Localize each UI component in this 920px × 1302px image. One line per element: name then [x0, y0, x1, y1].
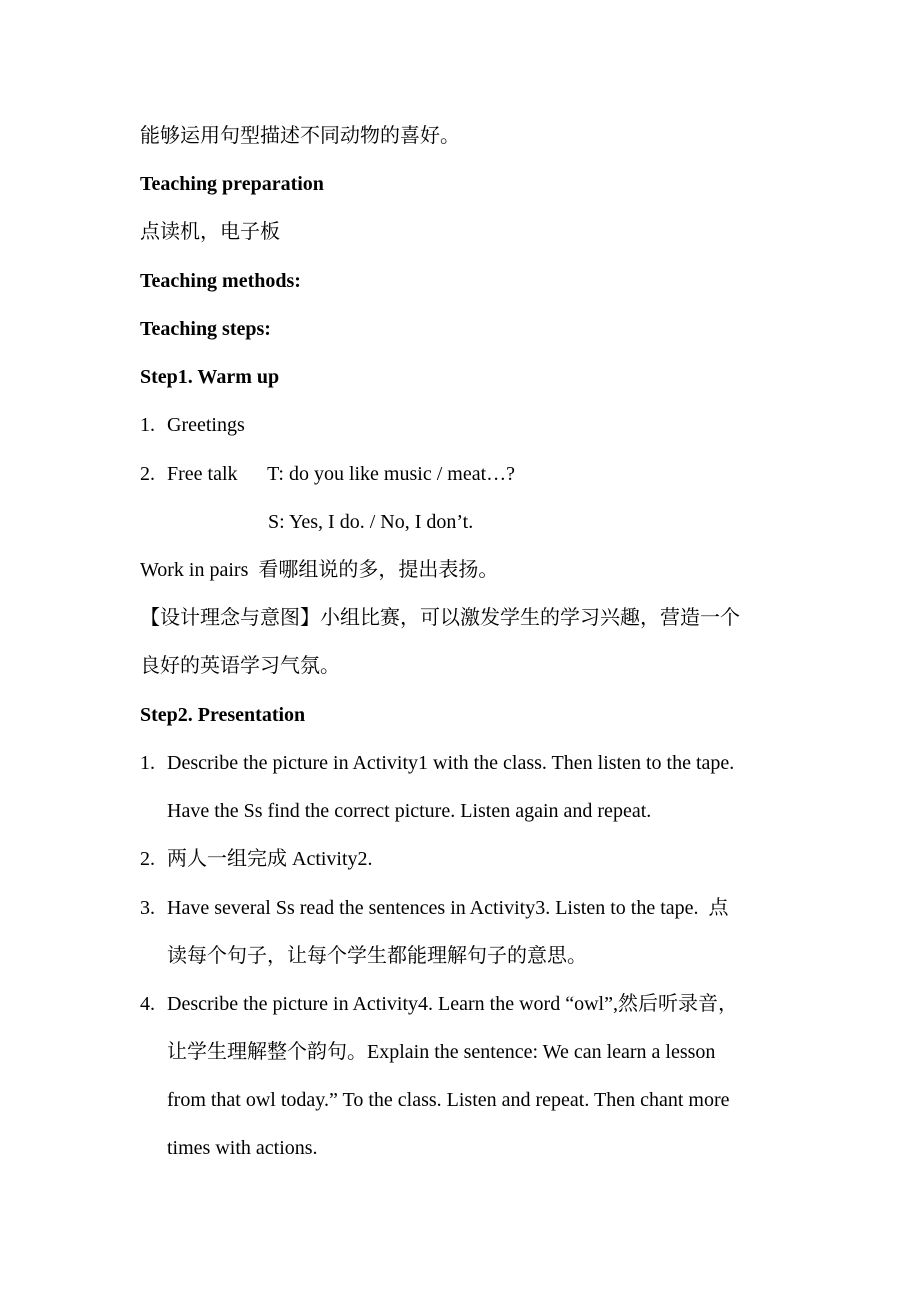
list-text: Greetings: [167, 414, 245, 436]
list-text-cont: 让学生理解整个韵句。Explain the sentence: We can learn a lesson: [167, 1041, 716, 1063]
list-number: 2.: [140, 463, 155, 485]
step2-heading: Step2. Presentation: [140, 704, 306, 726]
steps-heading: Teaching steps:: [140, 318, 271, 340]
design-note-cont: 良好的英语学习气氛。: [140, 655, 340, 677]
list-item: [140, 992, 738, 1016]
list-number: 3.: [140, 897, 155, 919]
list-text: Describe the picture in Activity4. Learn the word “owl”,然后听录音，: [167, 993, 738, 1015]
design-note: 【设计理念与意图】小组比赛，可以激发学生的学习兴趣，营造一个: [140, 607, 740, 629]
list-item: [140, 847, 373, 871]
list-item: [140, 413, 245, 437]
list-item: [140, 462, 515, 486]
list-text: Free talk T: do you like music / meat…?: [167, 463, 516, 485]
list-text-cont: from that owl today.” To the class. Listen and repeat. Then chant more: [167, 1089, 730, 1111]
list-number: 1.: [140, 414, 155, 436]
list-text-cont: 读每个句子，让每个学生都能理解句子的意思。: [167, 945, 587, 967]
prep-heading: Teaching preparation: [140, 173, 324, 195]
list-item: [140, 896, 729, 920]
list-item: [140, 751, 734, 775]
list-text: 两人一组完成 Activity2.: [167, 848, 373, 870]
objective-text: 能够运用句型描述不同动物的喜好。: [140, 125, 460, 147]
pairs-text: Work in pairs 看哪组说的多，提出表扬。: [140, 559, 499, 581]
list-number: 4.: [140, 993, 155, 1015]
list-number: 2.: [140, 848, 155, 870]
list-text-cont: times with actions.: [167, 1137, 318, 1159]
list-text: Have several Ss read the sentences in Activity3. Listen to the tape. 点: [167, 897, 729, 919]
list-text: Describe the picture in Activity1 with the class. Then listen to the tape.: [167, 752, 735, 774]
step1-heading: Step1. Warm up: [140, 366, 280, 388]
list-text-cont: Have the Ss find the correct picture. Listen again and repeat.: [167, 800, 652, 822]
student-response: S: Yes, I do. / No, I don’t.: [268, 511, 474, 533]
list-number: 1.: [140, 752, 155, 774]
methods-heading: Teaching methods:: [140, 270, 301, 292]
prep-items: 点读机，电子板: [140, 221, 280, 243]
